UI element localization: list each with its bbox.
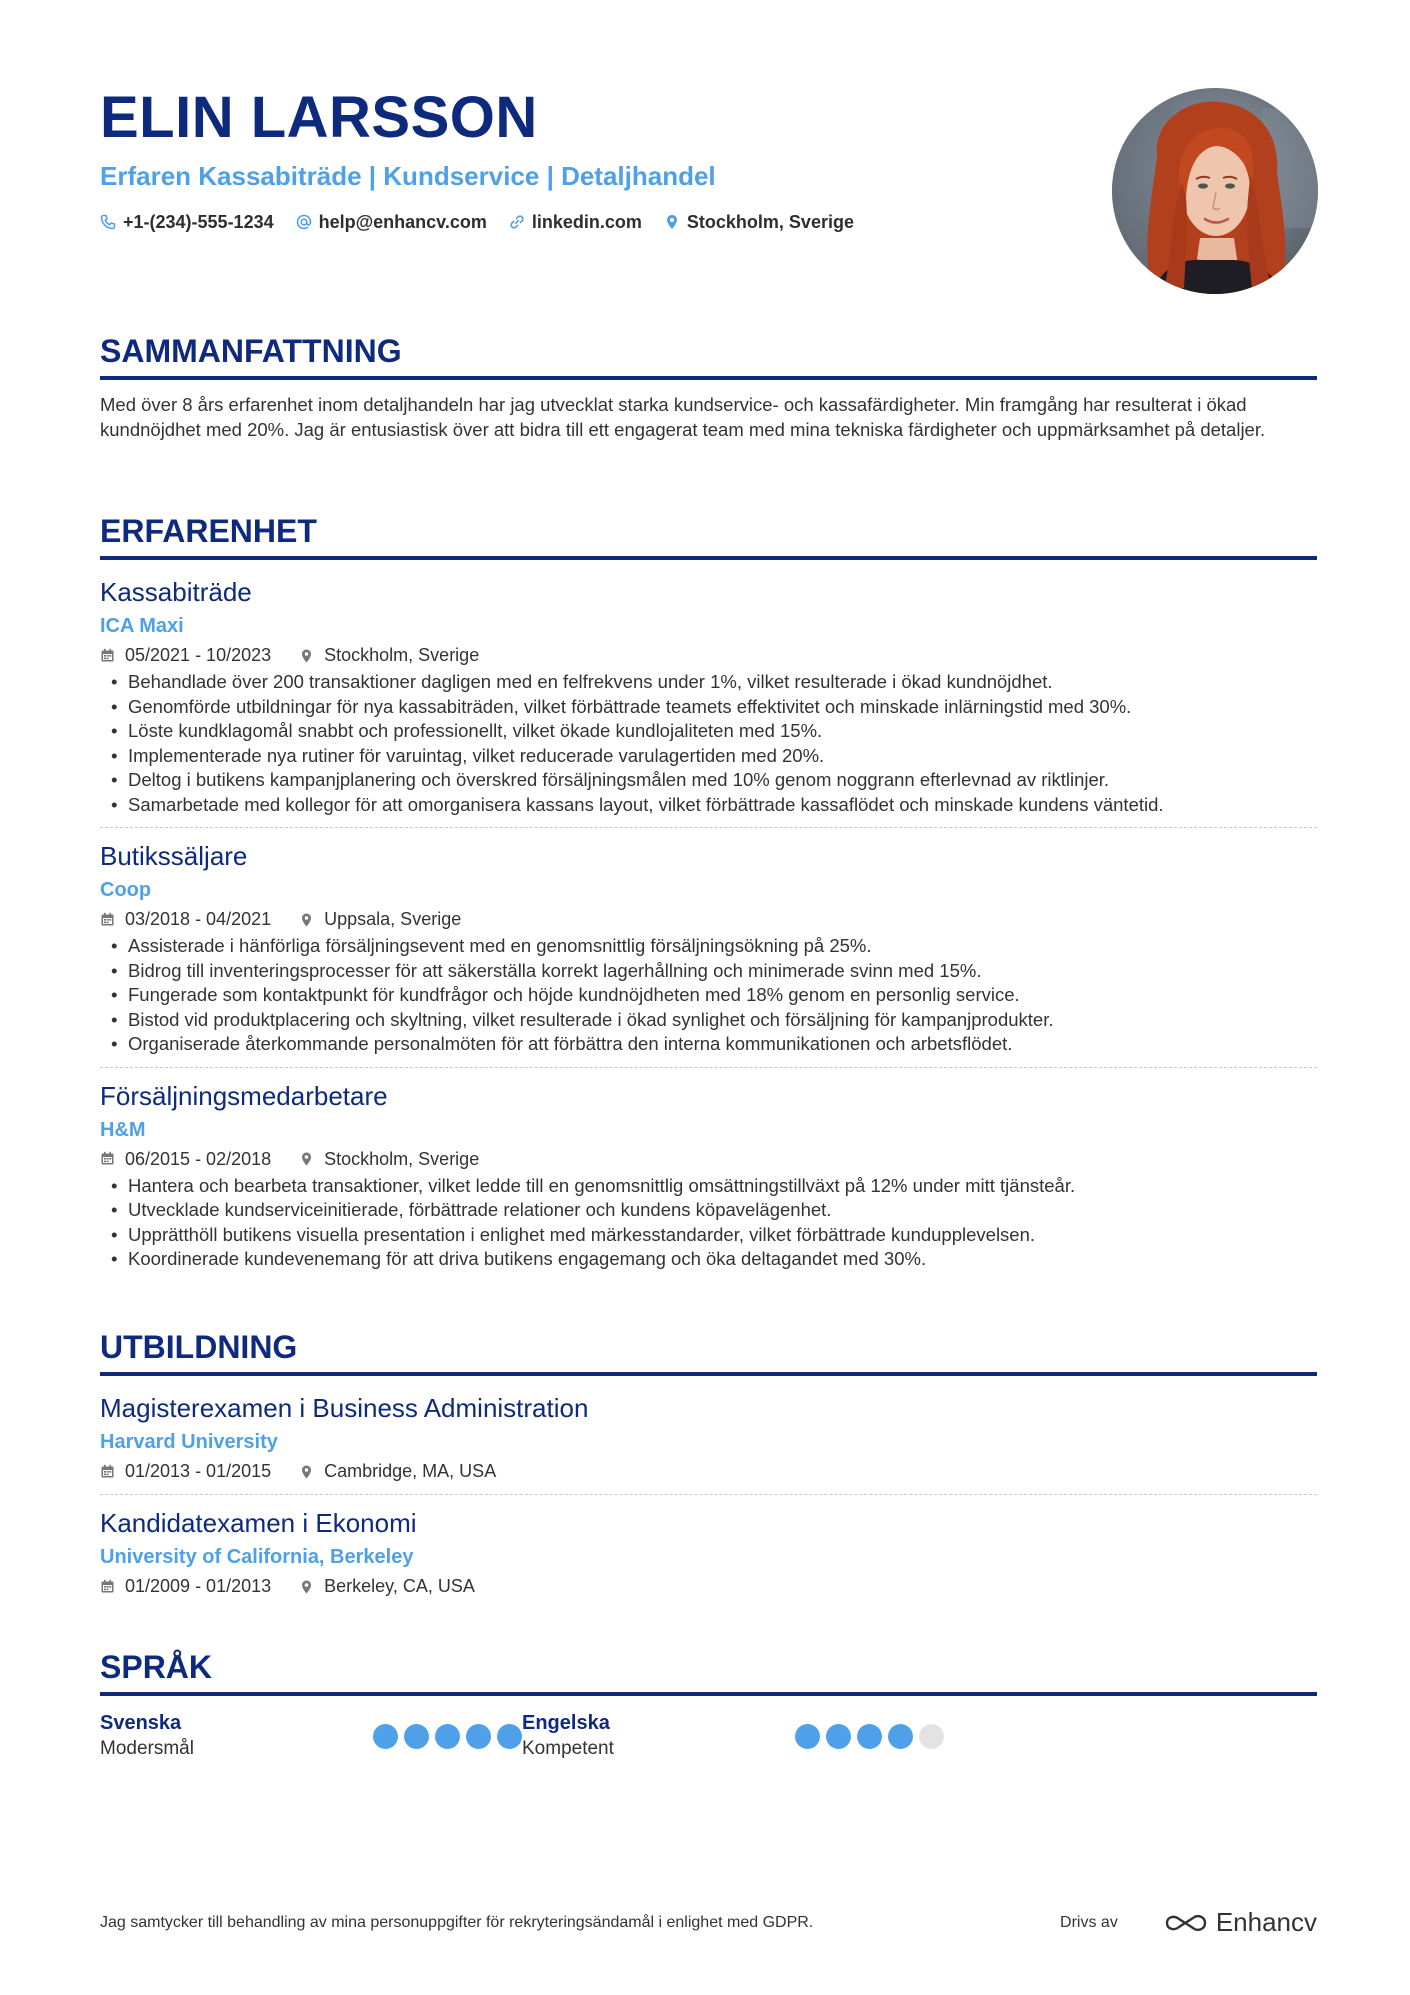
at-sign-icon bbox=[296, 214, 312, 230]
calendar-icon bbox=[100, 1151, 115, 1166]
languages-heading: SPRÅK bbox=[100, 1646, 1317, 1696]
calendar-icon bbox=[100, 1464, 115, 1479]
experience-item bbox=[100, 828, 1317, 1068]
phone-icon bbox=[100, 214, 116, 230]
contact-location bbox=[664, 208, 854, 236]
job-meta bbox=[100, 1146, 1317, 1172]
education-meta bbox=[100, 1458, 1317, 1484]
calendar-icon bbox=[100, 1579, 115, 1594]
job-location bbox=[299, 642, 479, 668]
rating-dot-filled bbox=[373, 1724, 398, 1749]
achievement-list bbox=[100, 670, 1317, 817]
contact-email[interactable] bbox=[296, 208, 487, 236]
degree-title: Magisterexamen i Business Administration bbox=[100, 1393, 589, 1423]
language-item bbox=[100, 1710, 522, 1762]
candidate-name: ELIN LARSSON bbox=[100, 85, 538, 150]
achievement-list bbox=[100, 1174, 1317, 1272]
rating-dot-filled bbox=[466, 1724, 491, 1749]
location-pin-icon bbox=[299, 1579, 314, 1594]
job-title: Kassabiträde bbox=[100, 577, 252, 607]
rating-dot-filled bbox=[826, 1724, 851, 1749]
language-item bbox=[522, 1710, 944, 1762]
school-name: University of California, Berkeley bbox=[100, 1546, 414, 1568]
company-name: ICA Maxi bbox=[100, 615, 184, 637]
experience-section bbox=[100, 510, 1317, 1272]
degree-title: Kandidatexamen i Ekonomi bbox=[100, 1508, 417, 1538]
achievement-item: • Deltog i butikens kampanjplanering och överskred försäljningsmålen med 10% genom noggrann efterlevnad av riktlinjer. bbox=[100, 768, 1317, 793]
rating-dot-filled bbox=[404, 1724, 429, 1749]
portrait-image bbox=[1112, 88, 1318, 294]
achievement-item: • Koordinerade kundevenemang för att driva butikens engagemang och öka deltagandet med 30%. bbox=[100, 1247, 1317, 1272]
achievement-item: • Fungerade som kontaktpunkt för kundfrågor och höjde kundnöjdheten med 18% genom en personlig service. bbox=[100, 983, 1317, 1008]
proficiency-rating bbox=[373, 1724, 522, 1762]
language-text bbox=[100, 1710, 194, 1762]
education-meta bbox=[100, 1573, 1317, 1599]
company-name: Coop bbox=[100, 879, 152, 901]
job-location bbox=[299, 1146, 479, 1172]
email-text: help@enhancv.com bbox=[318, 212, 487, 232]
profile-photo bbox=[1112, 88, 1318, 294]
calendar-icon bbox=[100, 648, 115, 663]
brand-name: Enhancv bbox=[1215, 1907, 1317, 1937]
location-text: Stockholm, Sverige bbox=[324, 645, 480, 665]
brand-logo[interactable] bbox=[1164, 1907, 1317, 1938]
experience-list bbox=[100, 564, 1317, 1272]
education-location bbox=[299, 1573, 475, 1599]
job-dates bbox=[100, 1146, 271, 1172]
calendar-icon bbox=[100, 912, 115, 927]
rating-dot-filled bbox=[888, 1724, 913, 1749]
school-name: Harvard University bbox=[100, 1431, 278, 1453]
location-text: Uppsala, Sverige bbox=[324, 909, 462, 929]
education-heading: UTBILDNING bbox=[100, 1326, 1317, 1376]
rating-dot-empty bbox=[919, 1724, 944, 1749]
achievement-item: • Hantera och bearbeta transaktioner, vilket ledde till en genomsnittlig omsättningstillväxt på 12% under mitt tjänsteår. bbox=[100, 1174, 1317, 1199]
achievement-item: • Bistod vid produktplacering och skyltning, vilket resulterade i ökad synlighet och försäljning för kampanjprodukter. bbox=[100, 1008, 1317, 1033]
resume-header bbox=[100, 82, 1100, 236]
achievement-item: • Organiserade återkommande personalmöten för att förbättra den interna kommunikationen och arbetsflödet. bbox=[100, 1032, 1317, 1057]
location-pin-icon bbox=[664, 214, 680, 230]
linkedin-text: linkedin.com bbox=[531, 212, 642, 232]
summary-heading: SAMMANFATTNING bbox=[100, 330, 1317, 380]
summary-text: Med över 8 års erfarenhet inom detaljhandeln har jag utvecklat starka kundservice- och kassafärdigheter. Min framgång har resulterat i ökad kundnöjdhet med 20%. Jag är entusiastisk över att bidra till ett engagerat team med mina tekniska färdigheter och uppmärksamhet på detaljer. bbox=[100, 394, 1266, 440]
job-dates bbox=[100, 642, 271, 668]
language-list bbox=[100, 1710, 1317, 1762]
achievement-item: • Implementerade nya rutiner för varuintag, vilket reducerade varulagertiden med 20%. bbox=[100, 744, 1317, 769]
education-section bbox=[100, 1326, 1317, 1599]
location-pin-icon bbox=[299, 1464, 314, 1479]
job-meta bbox=[100, 906, 1317, 932]
achievement-item: • Behandlade över 200 transaktioner dagligen med en felfrekvens under 1%, vilket resulterade i ökad kundnöjdhet. bbox=[100, 670, 1317, 695]
job-dates bbox=[100, 906, 271, 932]
dates-text: 05/2021 - 10/2023 bbox=[125, 645, 272, 665]
job-title: Butikssäljare bbox=[100, 841, 248, 871]
language-text bbox=[522, 1710, 614, 1762]
phone-text: +1-(234)-555-1234 bbox=[123, 212, 274, 232]
candidate-headline: Erfaren Kassabiträde | Kundservice | Detaljhandel bbox=[100, 161, 716, 191]
education-list bbox=[100, 1380, 1317, 1599]
location-text: Cambridge, MA, USA bbox=[324, 1461, 497, 1481]
education-item bbox=[100, 1380, 1317, 1495]
company-name: H&M bbox=[100, 1118, 146, 1141]
rating-dot-filled bbox=[497, 1724, 522, 1749]
proficiency-rating bbox=[795, 1724, 944, 1762]
achievement-item: • Bidrog till inventeringsprocesser för att säkerställa korrekt lagerhållning och minimerade svinn med 15%. bbox=[100, 959, 1317, 984]
powered-by-label: Drivs av bbox=[1060, 1913, 1118, 1931]
page-footer bbox=[100, 1907, 1317, 1938]
location-pin-icon bbox=[299, 912, 314, 927]
location-pin-icon bbox=[299, 1151, 314, 1166]
achievement-list bbox=[100, 934, 1317, 1057]
education-item bbox=[100, 1495, 1317, 1599]
achievement-item: • Utvecklade kundserviceinitierade, förbättrade relationer och kundens köpavelägenhet. bbox=[100, 1198, 1317, 1223]
experience-item bbox=[100, 564, 1317, 828]
dates-text: 03/2018 - 04/2021 bbox=[125, 909, 272, 929]
job-meta bbox=[100, 642, 1317, 668]
achievement-item: • Samarbetade med kollegor för att omorganisera kassans layout, vilket förbättrade kassaflödet och minskade kundens väntetid. bbox=[100, 793, 1317, 818]
achievement-item: • Genomförde utbildningar för nya kassabiträden, vilket förbättrade teamets effektivitet och minskade inlärningstid med 30%. bbox=[100, 695, 1317, 720]
job-location bbox=[299, 906, 461, 932]
achievement-item: • Löste kundklagomål snabbt och professionellt, vilket ökade kundlojaliteten med 15%. bbox=[100, 719, 1317, 744]
contact-bar bbox=[100, 208, 1100, 236]
achievement-item: • Upprätthöll butikens visuella presentation i enlighet med märkesstandarder, vilket förbättrade kundupplevelsen. bbox=[100, 1223, 1317, 1248]
location-text: Stockholm, Sverige bbox=[324, 1148, 480, 1169]
education-location bbox=[299, 1458, 496, 1484]
education-dates bbox=[100, 1458, 271, 1484]
contact-linkedin[interactable] bbox=[509, 208, 642, 236]
contact-phone[interactable] bbox=[100, 208, 274, 236]
language-name: Svenska bbox=[100, 1712, 182, 1734]
dates-text: 01/2013 - 01/2015 bbox=[125, 1461, 272, 1481]
language-level: Modersmål bbox=[100, 1738, 194, 1759]
link-icon bbox=[509, 214, 525, 230]
rating-dot-filled bbox=[435, 1724, 460, 1749]
experience-item bbox=[100, 1068, 1317, 1272]
language-level: Kompetent bbox=[522, 1738, 614, 1759]
rating-dot-filled bbox=[795, 1724, 820, 1749]
language-name: Engelska bbox=[522, 1712, 610, 1734]
summary-section bbox=[100, 330, 1317, 442]
job-title: Försäljningsmedarbetare bbox=[100, 1080, 388, 1111]
gdpr-consent: Jag samtycker till behandling av mina personuppgifter för rekryteringsändamål i enlighet med GDPR. bbox=[100, 1913, 814, 1931]
rating-dot-filled bbox=[857, 1724, 882, 1749]
languages-section bbox=[100, 1646, 1317, 1762]
dates-text: 06/2015 - 02/2018 bbox=[125, 1148, 272, 1169]
location-pin-icon bbox=[299, 648, 314, 663]
dates-text: 01/2009 - 01/2013 bbox=[125, 1576, 272, 1596]
location-text: Stockholm, Sverige bbox=[686, 212, 854, 232]
experience-heading: ERFARENHET bbox=[100, 510, 1317, 560]
infinity-logo-icon bbox=[1164, 1911, 1208, 1935]
achievement-item: • Assisterade i hänförliga försäljningsevent med en genomsnittlig försäljningsökning på 25%. bbox=[100, 934, 1317, 959]
education-dates bbox=[100, 1573, 271, 1599]
location-text: Berkeley, CA, USA bbox=[324, 1576, 475, 1596]
